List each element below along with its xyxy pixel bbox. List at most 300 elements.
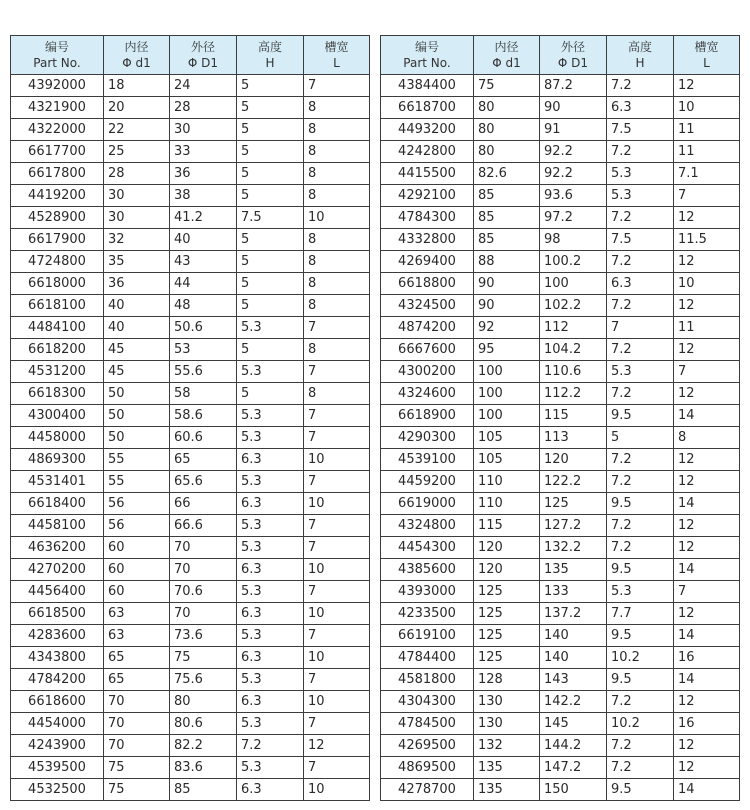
header-height	[607, 36, 674, 75]
height-cell: 5	[237, 75, 304, 97]
groove-width-cell: 7	[304, 581, 370, 603]
inner-diameter-cell: 100	[474, 383, 540, 405]
part-no-cell: 6618700	[381, 97, 474, 119]
inner-diameter-cell: 110	[474, 493, 540, 515]
part-no-cell: 6618200	[11, 339, 104, 361]
part-no-cell: 4283600	[11, 625, 104, 647]
header-label-en: Φ D1	[557, 56, 589, 70]
outer-diameter-cell: 140	[540, 625, 607, 647]
part-no-cell: 4532500	[11, 779, 104, 801]
part-no-cell: 6618900	[381, 405, 474, 427]
header-part-no	[381, 36, 474, 75]
groove-width-cell: 7	[304, 625, 370, 647]
outer-diameter-cell: 28	[170, 97, 237, 119]
inner-diameter-cell: 60	[104, 537, 170, 559]
inner-diameter-cell: 56	[104, 493, 170, 515]
outer-diameter-cell: 93.6	[540, 185, 607, 207]
outer-diameter-cell: 70	[170, 559, 237, 581]
groove-width-cell: 10	[304, 559, 370, 581]
part-no-cell: 4528900	[11, 207, 104, 229]
height-cell: 7.5	[607, 229, 674, 251]
groove-width-cell: 12	[674, 75, 740, 97]
outer-diameter-cell: 115	[540, 405, 607, 427]
groove-width-cell: 7	[674, 185, 740, 207]
inner-diameter-cell: 22	[104, 119, 170, 141]
groove-width-cell: 12	[674, 603, 740, 625]
inner-diameter-cell: 135	[474, 757, 540, 779]
part-no-cell: 4724800	[11, 251, 104, 273]
inner-diameter-cell: 80	[474, 97, 540, 119]
part-no-cell: 4869500	[381, 757, 474, 779]
outer-diameter-cell: 91	[540, 119, 607, 141]
outer-diameter-cell: 110.6	[540, 361, 607, 383]
outer-diameter-cell: 98	[540, 229, 607, 251]
inner-diameter-cell: 120	[474, 559, 540, 581]
spec-table-right	[380, 35, 740, 801]
groove-width-cell: 7	[304, 361, 370, 383]
groove-width-cell: 12	[674, 207, 740, 229]
spec-table-left	[10, 35, 370, 801]
inner-diameter-cell: 70	[104, 713, 170, 735]
groove-width-cell: 11	[674, 119, 740, 141]
groove-width-cell: 7	[304, 471, 370, 493]
height-cell: 10.2	[607, 647, 674, 669]
inner-diameter-cell: 56	[104, 515, 170, 537]
height-cell: 5	[237, 251, 304, 273]
height-cell: 5	[237, 163, 304, 185]
groove-width-cell: 7	[674, 581, 740, 603]
groove-width-cell: 8	[674, 427, 740, 449]
inner-diameter-cell: 40	[104, 317, 170, 339]
height-cell: 7.5	[237, 207, 304, 229]
height-cell: 6.3	[237, 449, 304, 471]
outer-diameter-cell: 83.6	[170, 757, 237, 779]
part-no-cell: 4784200	[11, 669, 104, 691]
height-cell: 5.3	[237, 317, 304, 339]
outer-diameter-cell: 112.2	[540, 383, 607, 405]
height-cell: 5	[237, 295, 304, 317]
inner-diameter-cell: 92	[474, 317, 540, 339]
groove-width-cell: 12	[674, 383, 740, 405]
outer-diameter-cell: 150	[540, 779, 607, 801]
inner-diameter-cell: 55	[104, 449, 170, 471]
inner-diameter-cell: 132	[474, 735, 540, 757]
outer-diameter-cell: 48	[170, 295, 237, 317]
part-no-cell: 4784300	[381, 207, 474, 229]
part-no-cell: 4385600	[381, 559, 474, 581]
height-cell: 5	[237, 185, 304, 207]
part-no-cell: 4581800	[381, 669, 474, 691]
outer-diameter-cell: 38	[170, 185, 237, 207]
groove-width-cell: 7	[304, 427, 370, 449]
height-cell: 7.2	[607, 537, 674, 559]
outer-diameter-cell: 82.2	[170, 735, 237, 757]
height-cell: 7.2	[607, 757, 674, 779]
outer-diameter-cell: 92.2	[540, 141, 607, 163]
groove-width-cell: 10	[304, 449, 370, 471]
groove-width-cell: 10	[304, 647, 370, 669]
inner-diameter-cell: 85	[474, 229, 540, 251]
inner-diameter-cell: 125	[474, 625, 540, 647]
height-cell: 5	[237, 383, 304, 405]
height-cell: 9.5	[607, 779, 674, 801]
height-cell: 5	[237, 97, 304, 119]
header-height	[237, 36, 304, 75]
part-no-cell: 4636200	[11, 537, 104, 559]
height-cell: 5.3	[237, 427, 304, 449]
height-cell: 6.3	[237, 559, 304, 581]
part-no-cell: 6618800	[381, 273, 474, 295]
groove-width-cell: 12	[674, 339, 740, 361]
inner-diameter-cell: 28	[104, 163, 170, 185]
header-label-zh: 外径	[560, 40, 585, 54]
groove-width-cell: 12	[674, 757, 740, 779]
groove-width-cell: 12	[304, 735, 370, 757]
height-cell: 5.3	[607, 185, 674, 207]
part-no-cell: 4484100	[11, 317, 104, 339]
header-label-en: Φ d1	[122, 56, 151, 70]
height-cell: 7.2	[607, 735, 674, 757]
groove-width-cell: 7.1	[674, 163, 740, 185]
height-cell: 7.2	[607, 383, 674, 405]
height-cell: 7.2	[607, 75, 674, 97]
height-cell: 9.5	[607, 559, 674, 581]
header-label-zh: 槽宽	[694, 40, 719, 54]
inner-diameter-cell: 40	[104, 295, 170, 317]
height-cell: 9.5	[607, 625, 674, 647]
outer-diameter-cell: 102.2	[540, 295, 607, 317]
header-inner-diameter	[474, 36, 540, 75]
outer-diameter-cell: 70	[170, 537, 237, 559]
inner-diameter-cell: 110	[474, 471, 540, 493]
outer-diameter-cell: 33	[170, 141, 237, 163]
outer-diameter-cell: 120	[540, 449, 607, 471]
part-no-cell: 4784400	[381, 647, 474, 669]
outer-diameter-cell: 137.2	[540, 603, 607, 625]
height-cell: 5	[237, 141, 304, 163]
outer-diameter-cell: 53	[170, 339, 237, 361]
groove-width-cell: 14	[674, 493, 740, 515]
outer-diameter-cell: 80.6	[170, 713, 237, 735]
inner-diameter-cell: 120	[474, 537, 540, 559]
part-no-cell: 4392000	[11, 75, 104, 97]
inner-diameter-cell: 45	[104, 361, 170, 383]
groove-width-cell: 14	[674, 625, 740, 647]
header-label-zh: 编号	[44, 40, 69, 54]
inner-diameter-cell: 105	[474, 449, 540, 471]
height-cell: 7.7	[607, 603, 674, 625]
part-no-cell: 6618000	[11, 273, 104, 295]
groove-width-cell: 12	[674, 449, 740, 471]
groove-width-cell: 7	[304, 669, 370, 691]
height-cell: 9.5	[607, 493, 674, 515]
groove-width-cell: 7	[304, 757, 370, 779]
inner-diameter-cell: 75	[104, 779, 170, 801]
part-no-cell: 4278700	[381, 779, 474, 801]
part-no-cell: 4459200	[381, 471, 474, 493]
outer-diameter-cell: 70.6	[170, 581, 237, 603]
inner-diameter-cell: 70	[104, 735, 170, 757]
header-label-zh: 编号	[414, 40, 439, 54]
height-cell: 6.3	[237, 493, 304, 515]
inner-diameter-cell: 85	[474, 207, 540, 229]
height-cell: 5.3	[237, 361, 304, 383]
height-cell: 5.3	[607, 163, 674, 185]
inner-diameter-cell: 30	[104, 207, 170, 229]
header-label-en: Φ D1	[187, 56, 219, 70]
groove-width-cell: 12	[674, 251, 740, 273]
inner-diameter-cell: 130	[474, 691, 540, 713]
outer-diameter-cell: 66.6	[170, 515, 237, 537]
groove-width-cell: 16	[674, 713, 740, 735]
height-cell: 7.2	[607, 471, 674, 493]
part-no-cell: 4343800	[11, 647, 104, 669]
outer-diameter-cell: 55.6	[170, 361, 237, 383]
height-cell: 6.3	[237, 603, 304, 625]
part-no-cell: 4269400	[381, 251, 474, 273]
header-label-zh: 内径	[124, 40, 149, 54]
header-label-en: L	[333, 56, 340, 70]
inner-diameter-cell: 50	[104, 383, 170, 405]
part-no-cell: 4456400	[11, 581, 104, 603]
groove-width-cell: 8	[304, 273, 370, 295]
part-no-cell: 6617700	[11, 141, 104, 163]
outer-diameter-cell: 70	[170, 603, 237, 625]
header-outer-diameter	[170, 36, 237, 75]
height-cell: 7.2	[237, 735, 304, 757]
part-no-cell: 4300400	[11, 405, 104, 427]
inner-diameter-cell: 18	[104, 75, 170, 97]
outer-diameter-cell: 75	[170, 647, 237, 669]
part-no-cell: 4393000	[381, 581, 474, 603]
height-cell: 6.3	[607, 97, 674, 119]
inner-diameter-cell: 20	[104, 97, 170, 119]
inner-diameter-cell: 70	[104, 691, 170, 713]
inner-diameter-cell: 60	[104, 559, 170, 581]
part-no-cell: 4384400	[381, 75, 474, 97]
part-no-cell: 4874200	[381, 317, 474, 339]
outer-diameter-cell: 113	[540, 427, 607, 449]
header-label-en: L	[703, 56, 710, 70]
part-no-cell: 6619100	[381, 625, 474, 647]
header-label-zh: 高度	[257, 40, 282, 54]
height-cell: 5	[237, 339, 304, 361]
part-no-cell: 4290300	[381, 427, 474, 449]
groove-width-cell: 12	[674, 471, 740, 493]
groove-width-cell: 8	[304, 163, 370, 185]
outer-diameter-cell: 97.2	[540, 207, 607, 229]
groove-width-cell: 7	[304, 75, 370, 97]
height-cell: 6.3	[607, 273, 674, 295]
groove-width-cell: 10	[304, 691, 370, 713]
outer-diameter-cell: 90	[540, 97, 607, 119]
height-cell: 5.3	[237, 625, 304, 647]
part-no-cell: 4454300	[381, 537, 474, 559]
height-cell: 7.2	[607, 141, 674, 163]
groove-width-cell: 14	[674, 669, 740, 691]
header-groove-width	[304, 36, 370, 75]
height-cell: 9.5	[607, 669, 674, 691]
outer-diameter-cell: 73.6	[170, 625, 237, 647]
part-no-cell: 6618400	[11, 493, 104, 515]
inner-diameter-cell: 80	[474, 119, 540, 141]
header-label-en: Part No.	[403, 56, 451, 70]
groove-width-cell: 14	[674, 559, 740, 581]
groove-width-cell: 10	[304, 207, 370, 229]
inner-diameter-cell: 100	[474, 361, 540, 383]
outer-diameter-cell: 30	[170, 119, 237, 141]
outer-diameter-cell: 50.6	[170, 317, 237, 339]
groove-width-cell: 11	[674, 141, 740, 163]
height-cell: 7.2	[607, 339, 674, 361]
outer-diameter-cell: 143	[540, 669, 607, 691]
outer-diameter-cell: 122.2	[540, 471, 607, 493]
height-cell: 6.3	[237, 779, 304, 801]
height-cell: 5.3	[607, 581, 674, 603]
height-cell: 7.2	[607, 691, 674, 713]
groove-width-cell: 7	[304, 713, 370, 735]
outer-diameter-cell: 41.2	[170, 207, 237, 229]
groove-width-cell: 12	[674, 691, 740, 713]
outer-diameter-cell: 60.6	[170, 427, 237, 449]
groove-width-cell: 10	[304, 493, 370, 515]
header-label-en: H	[635, 56, 645, 70]
outer-diameter-cell: 40	[170, 229, 237, 251]
part-no-cell: 4321900	[11, 97, 104, 119]
part-no-cell: 6617800	[11, 163, 104, 185]
height-cell: 9.5	[607, 405, 674, 427]
inner-diameter-cell: 50	[104, 427, 170, 449]
groove-width-cell: 7	[304, 317, 370, 339]
height-cell: 6.3	[237, 647, 304, 669]
groove-width-cell: 8	[304, 141, 370, 163]
inner-diameter-cell: 95	[474, 339, 540, 361]
part-no-cell: 4458100	[11, 515, 104, 537]
outer-diameter-cell: 104.2	[540, 339, 607, 361]
outer-diameter-cell: 100.2	[540, 251, 607, 273]
groove-width-cell: 10	[304, 779, 370, 801]
groove-width-cell: 10	[304, 603, 370, 625]
part-no-cell: 6618600	[11, 691, 104, 713]
groove-width-cell: 8	[304, 251, 370, 273]
groove-width-cell: 8	[304, 185, 370, 207]
groove-width-cell: 10	[674, 273, 740, 295]
outer-diameter-cell: 140	[540, 647, 607, 669]
groove-width-cell: 14	[674, 779, 740, 801]
inner-diameter-cell: 55	[104, 471, 170, 493]
height-cell: 7.2	[607, 449, 674, 471]
inner-diameter-cell: 63	[104, 603, 170, 625]
outer-diameter-cell: 144.2	[540, 735, 607, 757]
part-no-cell: 4493200	[381, 119, 474, 141]
groove-width-cell: 7	[304, 515, 370, 537]
inner-diameter-cell: 82.6	[474, 163, 540, 185]
height-cell: 5.3	[237, 581, 304, 603]
inner-diameter-cell: 65	[104, 647, 170, 669]
part-no-cell: 4531200	[11, 361, 104, 383]
groove-width-cell: 12	[674, 295, 740, 317]
groove-width-cell: 7	[304, 405, 370, 427]
part-no-cell: 4324800	[381, 515, 474, 537]
outer-diameter-cell: 44	[170, 273, 237, 295]
inner-diameter-cell: 75	[104, 757, 170, 779]
height-cell: 10.2	[607, 713, 674, 735]
header-label-zh: 高度	[627, 40, 652, 54]
groove-width-cell: 8	[304, 119, 370, 141]
inner-diameter-cell: 88	[474, 251, 540, 273]
inner-diameter-cell: 50	[104, 405, 170, 427]
outer-diameter-cell: 147.2	[540, 757, 607, 779]
outer-diameter-cell: 24	[170, 75, 237, 97]
outer-diameter-cell: 58	[170, 383, 237, 405]
outer-diameter-cell: 65.6	[170, 471, 237, 493]
groove-width-cell: 8	[304, 339, 370, 361]
part-no-cell: 6618500	[11, 603, 104, 625]
header-outer-diameter	[540, 36, 607, 75]
inner-diameter-cell: 25	[104, 141, 170, 163]
inner-diameter-cell: 85	[474, 185, 540, 207]
header-label-en: Part No.	[33, 56, 81, 70]
height-cell: 5.3	[237, 713, 304, 735]
outer-diameter-cell: 135	[540, 559, 607, 581]
inner-diameter-cell: 36	[104, 273, 170, 295]
height-cell: 5.3	[237, 669, 304, 691]
part-no-cell: 4243900	[11, 735, 104, 757]
outer-diameter-cell: 87.2	[540, 75, 607, 97]
groove-width-cell: 8	[304, 383, 370, 405]
groove-width-cell: 12	[674, 537, 740, 559]
height-cell: 5.3	[237, 757, 304, 779]
header-inner-diameter	[104, 36, 170, 75]
outer-diameter-cell: 133	[540, 581, 607, 603]
inner-diameter-cell: 75	[474, 75, 540, 97]
height-cell: 5	[237, 229, 304, 251]
outer-diameter-cell: 80	[170, 691, 237, 713]
inner-diameter-cell: 60	[104, 581, 170, 603]
inner-diameter-cell: 90	[474, 273, 540, 295]
part-no-cell: 4539100	[381, 449, 474, 471]
inner-diameter-cell: 115	[474, 515, 540, 537]
part-no-cell: 4539500	[11, 757, 104, 779]
outer-diameter-cell: 65	[170, 449, 237, 471]
groove-width-cell: 8	[304, 229, 370, 251]
part-no-cell: 6667600	[381, 339, 474, 361]
height-cell: 5	[607, 427, 674, 449]
outer-diameter-cell: 58.6	[170, 405, 237, 427]
outer-diameter-cell: 92.2	[540, 163, 607, 185]
part-no-cell: 6618300	[11, 383, 104, 405]
part-no-cell: 4242800	[381, 141, 474, 163]
part-no-cell: 4270200	[11, 559, 104, 581]
height-cell: 5.3	[237, 537, 304, 559]
outer-diameter-cell: 36	[170, 163, 237, 185]
outer-diameter-cell: 43	[170, 251, 237, 273]
groove-width-cell: 16	[674, 647, 740, 669]
height-cell: 6.3	[237, 691, 304, 713]
part-no-cell: 4300200	[381, 361, 474, 383]
header-label-en: Φ d1	[492, 56, 521, 70]
height-cell: 7.2	[607, 295, 674, 317]
groove-width-cell: 8	[304, 295, 370, 317]
groove-width-cell: 7	[304, 537, 370, 559]
inner-diameter-cell: 128	[474, 669, 540, 691]
header-groove-width	[674, 36, 740, 75]
height-cell: 7.2	[607, 251, 674, 273]
groove-width-cell: 11	[674, 317, 740, 339]
part-no-cell: 6617900	[11, 229, 104, 251]
inner-diameter-cell: 125	[474, 647, 540, 669]
inner-diameter-cell: 125	[474, 603, 540, 625]
